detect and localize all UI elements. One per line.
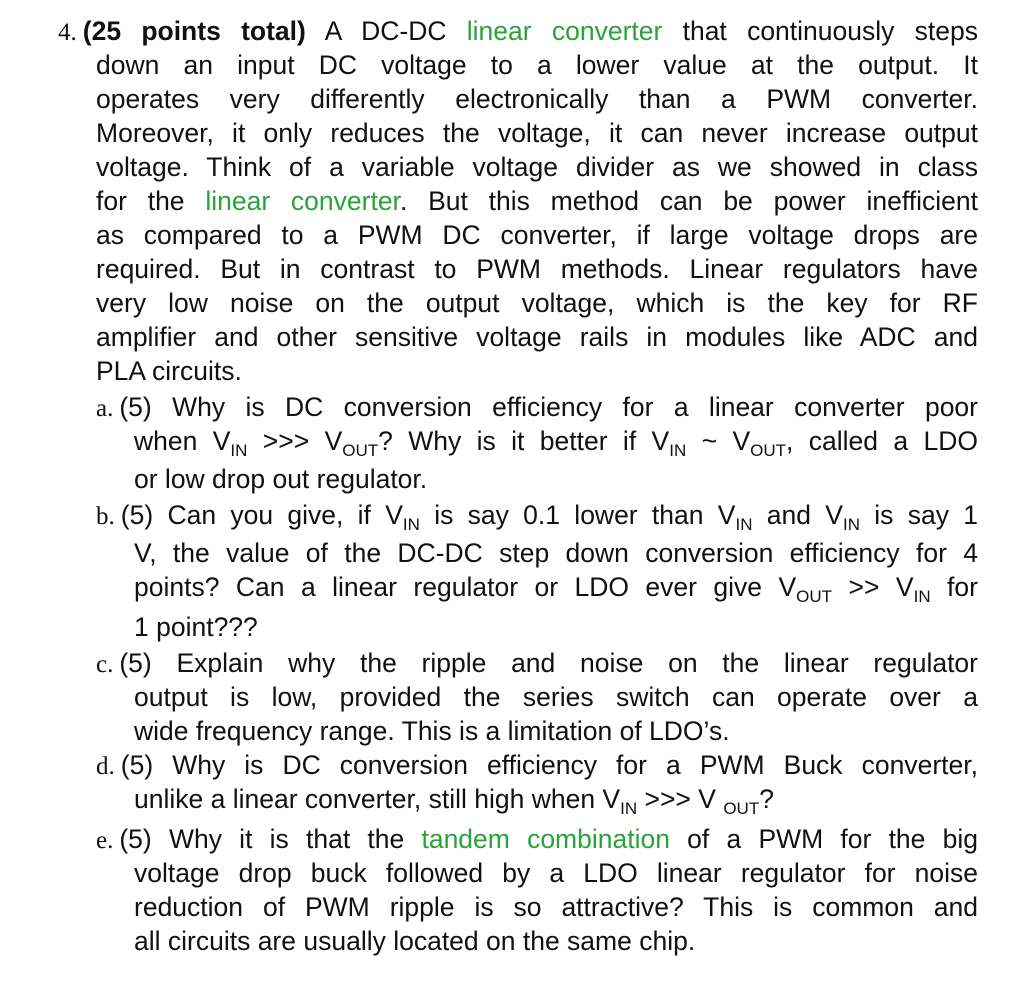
- question-4-line-1: 4. (25 points total) A DC-DC linear converter that continuously steps: [58, 16, 978, 46]
- part-c-line-1: c. (5) Explain why the ripple and noise on the linear regulator: [96, 648, 978, 678]
- highlight-tandem-combination: tandem combination: [421, 824, 670, 854]
- part-e-label: e.: [96, 827, 114, 854]
- part-a-label: a.: [96, 395, 114, 422]
- part-a-line-2: when $V_{IN}$ >>> $V_{OUT}$? Why is it better if $V_{IN}$ ~ $V_{OUT}$, called a LDO: [134, 426, 978, 460]
- part-a-line-3: or low drop out regulator.: [134, 464, 428, 494]
- part-b-line-4: 1 point???: [134, 612, 258, 642]
- intro-line: down an input DC voltage to a lower value at the output. It: [96, 50, 978, 80]
- part-d-line-1: d. (5) Why is DC conversion efficiency for a PWM Buck converter,: [96, 750, 978, 780]
- intro-line: voltage. Think of a variable voltage divider as we showed in class: [96, 152, 978, 182]
- intro-line: as compared to a PWM DC converter, if large voltage drops are: [96, 220, 978, 250]
- part-c-line-3: wide frequency range. This is a limitation of LDO’s.: [134, 716, 730, 746]
- highlight-linear-converter: linear converter: [205, 186, 400, 216]
- intro-line: PLA circuits.: [96, 356, 242, 386]
- part-e-line-3: reduction of PWM ripple is so attractive? This is common and: [134, 892, 978, 922]
- intro-line: very low noise on the output voltage, which is the key for RF: [96, 288, 978, 318]
- part-e-line-2: voltage drop buck followed by a LDO linear regulator for noise: [134, 858, 978, 888]
- part-c-label: c.: [96, 651, 114, 678]
- part-b-label: b.: [96, 503, 115, 530]
- part-d-line-2: unlike a linear converter, still high when $V_{IN}$ >>> V $_{OUT}$?: [134, 784, 774, 818]
- intro-line: for the linear converter. But this method can be power inefficient: [96, 186, 979, 216]
- part-d-label: d.: [96, 753, 115, 780]
- question-number: 4.: [58, 19, 77, 46]
- part-c-line-2: output is low, provided the series switch can operate over a: [134, 682, 978, 712]
- highlight-linear-converter: linear converter: [466, 16, 663, 46]
- part-b-line-2: V, the value of the DC-DC step down conversion efficiency for 4: [134, 538, 978, 568]
- part-a-line-1: a. (5) Why is DC conversion efficiency for a linear converter poor: [96, 392, 978, 422]
- part-e-line-4: all circuits are usually located on the same chip.: [134, 926, 696, 956]
- intro-line: amplifier and other sensitive voltage rails in modules like ADC and: [96, 322, 978, 352]
- part-e-line-1: e. (5) Why it is that the tandem combination of a PWM for the big: [96, 824, 978, 854]
- intro-line: Moreover, it only reduces the voltage, it can never increase output: [96, 118, 978, 148]
- intro-line: operates very differently electronically than a PWM converter.: [96, 84, 978, 114]
- points-total: (25 points total): [82, 16, 306, 46]
- intro-line: required. But in contrast to PWM methods. Linear regulators have: [96, 254, 978, 284]
- part-b-line-1: b. (5) Can you give, if $V_{IN}$ is say 0.1 lower than $V_{IN}$ and $V_{IN}$ is say 1: [96, 500, 978, 534]
- part-b-line-3: points? Can a linear regulator or LDO ever give $V_{OUT} >> V_{IN}$ for: [134, 572, 978, 606]
